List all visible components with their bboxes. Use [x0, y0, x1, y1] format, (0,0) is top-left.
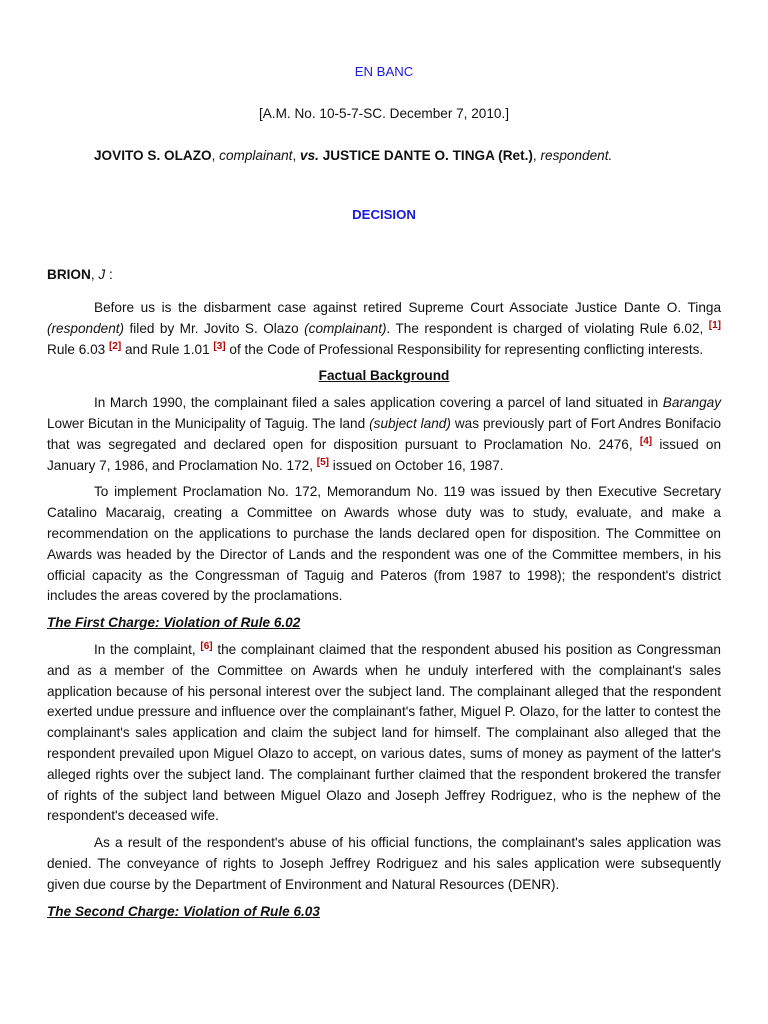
footnote-link-3[interactable]: [3] — [213, 340, 226, 352]
footnote-link-2[interactable]: [2] — [108, 340, 122, 352]
ponente: BRION, J : — [47, 267, 113, 282]
court-division: EN BANC — [354, 64, 414, 79]
heading-factual-background: Factual Background — [318, 368, 450, 384]
footnote-link-5[interactable]: [5] — [316, 456, 330, 468]
versus: vs. — [300, 148, 319, 163]
paragraph-5: As a result of the respondent's abuse of his official functions, the complainant's sales application was denied. The conveyance of rights to Joseph Jeffrey Rodriguez and his sales application were subsequently given due course by the Department of Environment and Natural Resources (DENR). — [47, 835, 721, 892]
complainant-role: complainant — [219, 148, 293, 163]
case-parties: JOVITO S. OLAZO, complainant, vs. JUSTICE DANTE O. TINGA (Ret.), respondent. — [94, 148, 613, 163]
ponente-suffix: J — [98, 267, 106, 282]
decision-body — [47, 298, 721, 928]
footnote-link-4[interactable]: [4] — [639, 435, 653, 447]
paragraph-4: In the complaint, [6] the complainant claimed that the respondent abused his position as Congressman and as a member of the Committee on Awards when he unduly interfered with the complainant's sales application because of his personal interest over the subject land. The complainant alleged that the respondent exerted undue pressure and influence over the complainant's father, Miguel P. Olazo, for the latter to contest the complainant's sales application and claim the subject land for himself. The complainant also alleged that the respondent prevailed upon Miguel Olazo to accept, on various dates, sums of money as payment of the latter's alleged rights over the subject land. The complainant further claimed that the respondent brokered the transfer of rights of the subject land between Miguel Olazo and Joseph Jeffrey Rodriguez, who is the nephew of the respondent's deceased wife. — [47, 640, 721, 824]
heading-first-charge: The First Charge: Violation of Rule 6.02 — [47, 615, 301, 631]
paragraph-3: To implement Proclamation No. 172, Memorandum No. 119 was issued by then Executive Secretary Catalino Macaraig, creating a Committee on Awards whose duty was to study, evaluate, and make a recommendation on the applications to purchase the lands declared open for disposition. The Committee on Awards was headed by the Director of Lands and the respondent was one of the Committee members, in his official capacity as the Congressman of Taguig and Pateros (from 1987 to 1998); the respondent's district includes the areas covered by the proclamations. — [47, 484, 721, 604]
decision-title: DECISION — [352, 207, 416, 222]
heading-second-charge: The Second Charge: Violation of Rule 6.03 — [47, 903, 320, 919]
respondent-role: respondent. — [540, 148, 613, 163]
respondent-name: JUSTICE DANTE O. TINGA (Ret.) — [322, 148, 533, 163]
footnote-link-1[interactable]: [1] — [708, 319, 721, 331]
complainant-name: JOVITO S. OLAZO — [94, 148, 212, 163]
case-number: [A.M. No. 10-5-7-SC. December 7, 2010.] — [258, 106, 510, 121]
ponente-name: BRION — [47, 267, 91, 282]
paragraph-2: In March 1990, the complainant filed a sales application covering a parcel of land situated in Barangay Lower Bicutan in the Municipality of Taguig. The land (subject land) was previously part of Fort Andres Bonifacio that was segregated and declared open for disposition pursuant to Proclamation No. 2476, [4] issued on January 7, 1986, and Proclamation No. 172, [5] issued on October 16, 1987. — [47, 395, 722, 473]
footnote-link-6[interactable]: [6] — [200, 640, 213, 652]
paragraph-1: Before us is the disbarment case against retired Supreme Court Associate Justice Dante O. Tinga (respondent) filed by Mr. Jovito S. Olazo (complainant). The respondent is charged of violating Rule 6.02, [1] Rule 6.03 [2] and Rule 1.01 [3] of the Code of Professional Responsibility for representing conflicting interests. — [47, 300, 721, 357]
